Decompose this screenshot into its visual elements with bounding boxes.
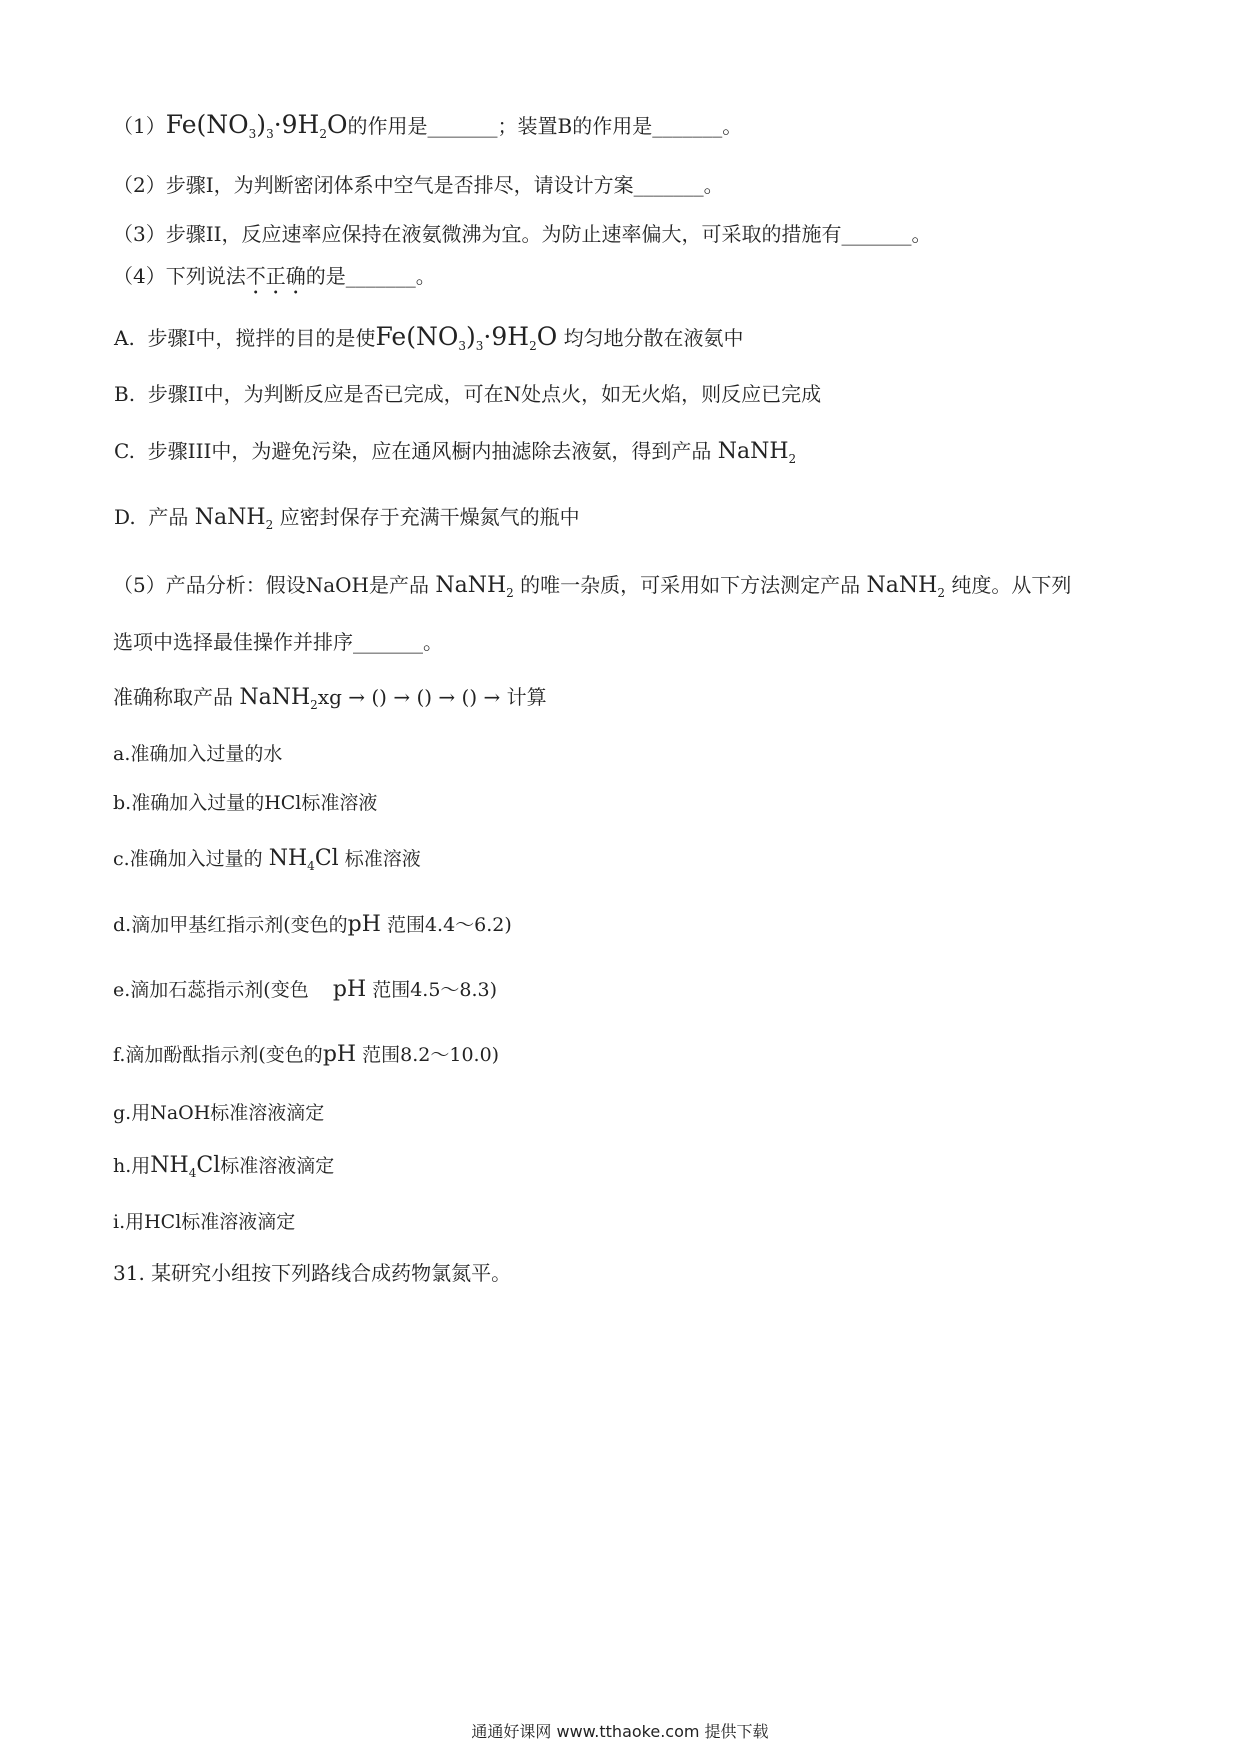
choice-f: f.滴加酚酞指示剂(变色的pH 范围8.2～10.0) [113,1042,500,1067]
choice-i: i.用HCl标准溶液滴定 [113,1211,296,1233]
option-d: D. 产品 NaNH$_2$ 应密封保存于充满干燥氮气的瓶中 [114,505,580,532]
option-c: C. 步骤III中，为避免污染，应在通风橱内抽滤除去液氨，得到产品 NaNH$_2$ [114,439,797,466]
choice-b: b.准确加入过量的HCl标准溶液 [113,792,378,814]
option-a: A. 步骤I中，搅拌的目的是使$Fe(NO_3)_3\cdot 9H_2O$ 均匀地分散在液氨中 [114,322,744,353]
question-4: （4）下列说法不正确的是_______。 [113,264,436,288]
formula-sodium-amide: NaNH$_2$ [435,573,514,600]
formula-iron-nitrate: $Fe(NO_3)_3\cdot 9H_2O$ [165,110,348,141]
question-3: （3）步骤II，反应速率应保持在液氨微沸为宜。为防止速率偏大，可采取的措施有_______。 [113,222,932,246]
choice-c: c.准确加入过量的 $NH_4Cl$ 标准溶液 [113,846,421,873]
formula-iron-nitrate: $Fe(NO_3)_3\cdot 9H_2O$ [375,322,558,353]
formula-sodium-amide: NaNH$_2$ [194,505,274,532]
question-5-line-2: 选项中选择最佳操作并排序_______。 [113,630,443,654]
question-5-line-1: （5）产品分析：假设NaOH是产品 NaNH$_2$ 的唯一杂质，可采用如下方法测定产品 NaNH$_2$ 纯度。从下列 [113,573,1072,600]
operation-sequence: 准确称取产品 NaNH$_2$xg → () → () → () → 计算 [113,685,547,712]
question-31: 31. 某研究小组按下列路线合成药物氯氮平。 [113,1261,512,1285]
question-1: $(1)Fe(NO_3)_3\cdot 9H_2O$的作用是_______；装置B的作用是_______。 [113,110,743,141]
question-2: （2）步骤I，为判断密闭体系中空气是否排尽，请设计方案_______。 [113,173,724,197]
choice-a: a.准确加入过量的水 [113,743,283,765]
formula-sodium-amide: NaNH$_2$ [866,573,945,600]
page-footer: 通通好课网 www.tthaoke.com 提供下载 [471,1722,769,1741]
emphasis-not-correct: 不正确 [245,264,306,288]
choice-d: d.滴加甲基红指示剂(变色的pH 范围4.4～6.2) [113,912,512,937]
option-b: B. 步骤II中，为判断反应是否已完成，可在N处点火，如无火焰，则反应已完成 [114,382,822,406]
formula-sodium-amide: NaNH$_2$ [239,685,318,712]
choice-e: e.滴加石蕊指示剂(变色 pH 范围4.5～8.3) [113,977,498,1002]
choice-g: g.用NaOH标准溶液滴定 [113,1102,325,1124]
choice-h: h.用$NH_4Cl$标准溶液滴定 [113,1153,335,1180]
formula-sodium-amide: NaNH$_2$ [717,439,797,466]
